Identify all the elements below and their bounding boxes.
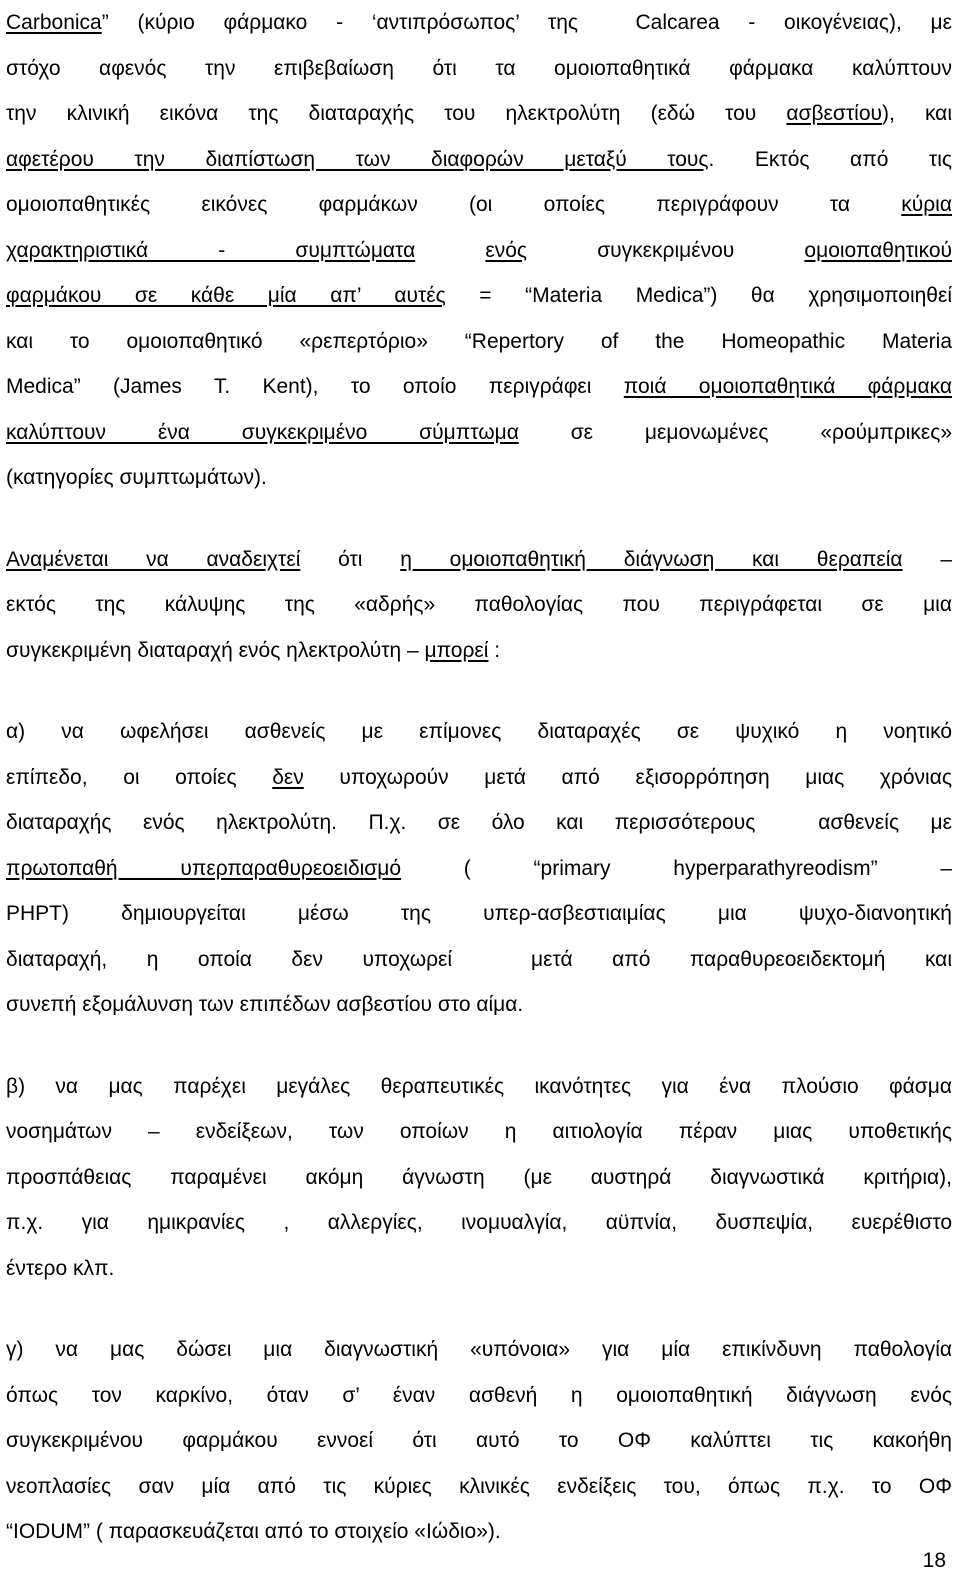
- text-line: [6, 1373, 952, 1419]
- text-run: συγκεκριμένου φαρμάκου εννοεί ότι αυτό το ΟΦ καλύπτει τις κακοήθη: [6, 1429, 952, 1452]
- text-run: β) να μας παρέχει μεγάλες θεραπευτικές ικανότητες για ένα πλούσιο φάσμα: [6, 1074, 952, 1098]
- underlined-text: ασβεστίου: [786, 102, 883, 125]
- text-run: ομοιοπαθητικές εικόνες φαρμάκων (οι οποίες περιγράφουν τα: [6, 193, 902, 216]
- text-run: :: [488, 638, 501, 662]
- body-text: [6, 0, 952, 1555]
- text-run: . Εκτός από τις: [708, 147, 952, 171]
- text-line: [6, 1464, 952, 1510]
- text-line: [6, 846, 952, 892]
- text-run: (κατηγορίες συμπτωμάτων).: [6, 466, 267, 489]
- text-run: ( “primary hyperparathyreodism” –: [401, 856, 952, 880]
- underlined-text: ομοιοπαθητικού: [804, 238, 952, 262]
- underlined-text: ποιά ομοιοπαθητικά φάρμακα: [623, 375, 952, 398]
- text-line: [6, 1155, 952, 1201]
- text-line: [6, 982, 952, 1028]
- text-line: [6, 273, 952, 319]
- text-run: και το ομοιοπαθητικό «ρεπερτόριο» “Repertory of the Homeopathic Materia: [6, 329, 952, 353]
- paragraph: [6, 1327, 952, 1555]
- text-line: [6, 628, 952, 674]
- text-run: σε μεμονωμένες «ρούμπρικες»: [518, 420, 952, 444]
- text-line: [6, 182, 952, 228]
- text-line: [6, 137, 952, 183]
- text-line: [6, 1418, 952, 1464]
- underlined-text: χαρακτηριστικά - συμπτώματα: [6, 238, 416, 262]
- text-line: [6, 1064, 952, 1110]
- text-run: επίπεδο, οι οποίες: [6, 765, 273, 789]
- text-line: [6, 364, 952, 410]
- text-run: συγκεκριμένη διαταραχή ενός ηλεκτρολύτη –: [6, 638, 425, 662]
- text-run: υποχωρούν μετά από εξισορρόπηση μιας χρόνιας: [303, 765, 952, 789]
- text-run: διαταραχής ενός ηλεκτρολύτη. Π.χ. σε όλο και περισσότερους ασθενείς με: [6, 811, 952, 834]
- text-run: = “Materia Medica”) θα χρησιμοποιηθεί: [445, 284, 952, 307]
- underlined-text: μπορεί: [424, 638, 489, 662]
- text-run: γ) να μας δώσει μια διαγνωστική «υπόνοια» για μία επικίνδυνη παθολογία: [6, 1338, 952, 1361]
- text-line: [6, 319, 952, 365]
- text-line: [6, 228, 952, 274]
- text-run: στόχο αφενός την επιβεβαίωση ότι τα ομοιοπαθητικά φάρμακα καλύπτουν: [6, 56, 952, 80]
- text-line: [6, 709, 952, 755]
- text-run: α) να ωφελήσει ασθενείς με επίμονες διαταραχές σε ψυχικό η νοητικό: [6, 720, 952, 743]
- text-run: συγκεκριμένου: [527, 238, 805, 262]
- underlined-text: αφετέρου την διαπίστωση των διαφορών μεταξύ τους: [6, 147, 709, 171]
- text-run: την κλινική εικόνα της διαταραχής του ηλεκτρολύτη (εδώ του: [6, 102, 787, 125]
- text-run: ότι: [300, 547, 401, 571]
- text-run: προσπάθειας παραμένει ακόμη άγνωστη (με αυστηρά διαγνωστικά κριτήρια),: [6, 1165, 952, 1189]
- text-line: [6, 46, 952, 92]
- text-run: νεοπλασίες σαν μία από τις κύριες κλινικές ενδείξεις του, όπως π.χ. το ΟΦ: [6, 1474, 952, 1498]
- underlined-text: Carbonica: [6, 11, 102, 34]
- underlined-text: φαρμάκου σε κάθε μία απ’ αυτές: [6, 284, 446, 307]
- paragraph-gap: [6, 673, 952, 709]
- text-run: π.χ. για ημικρανίες , αλλεργίες, ινομυαλγία, αϋπνία, δυσπεψία, ευερέθιστο: [6, 1211, 952, 1234]
- text-line: [6, 455, 952, 501]
- paragraph: [6, 537, 952, 674]
- underlined-text: Αναμένεται να αναδειχτεί: [6, 547, 301, 571]
- underlined-text: πρωτοπαθή υπερπαραθυρεοειδισμό: [6, 856, 402, 880]
- paragraph: [6, 0, 952, 501]
- paragraph-gap: [6, 1291, 952, 1327]
- text-line: [6, 582, 952, 628]
- text-line: [6, 891, 952, 937]
- paragraph: [6, 1064, 952, 1292]
- text-line: [6, 537, 952, 583]
- underlined-text: η ομοιοπαθητική διάγνωση και θεραπεία: [400, 547, 903, 571]
- text-line: [6, 755, 952, 801]
- underlined-text: δεν: [272, 765, 304, 789]
- text-run: –: [902, 547, 952, 571]
- text-line: [6, 91, 952, 137]
- text-line: [6, 1327, 952, 1373]
- text-line: [6, 0, 952, 46]
- paragraph-gap: [6, 1028, 952, 1064]
- underlined-text: κύρια: [901, 193, 952, 216]
- text-run: PHPT) δημιουργείται μέσω της υπερ-ασβεστιαιμίας μια ψυχο-διανοητική: [6, 902, 952, 925]
- text-run: εκτός της κάλυψης της «αδρής» παθολογίας που περιγράφεται σε μια: [6, 593, 952, 616]
- text-run: διαταραχή, η οποία δεν υποχωρεί μετά από παραθυρεοειδεκτομή και: [6, 947, 952, 971]
- text-run: ” (κύριο φάρμακο - ‘αντιπρόσωπος’ της Calcarea - οικογένειας), με: [101, 11, 952, 34]
- text-run: συνεπή εξομάλυνση των επιπέδων ασβεστίου στο αίμα.: [6, 993, 524, 1016]
- text-run: έντερο κλπ.: [6, 1256, 115, 1280]
- text-line: [6, 1200, 952, 1246]
- paragraph-gap: [6, 501, 952, 537]
- text-run: “IODUM” ( παρασκευάζεται από το στοιχείο «Ιώδιο»).: [6, 1520, 501, 1543]
- text-run: Medica” (James T. Kent), το οποίο περιγράφει: [6, 375, 624, 398]
- underlined-text: ενός: [485, 238, 528, 262]
- paragraph: [6, 709, 952, 1028]
- text-run: ), και: [882, 102, 952, 125]
- text-run: νοσημάτων – ενδείξεων, των οποίων η αιτιολογία πέραν μιας υποθετικής: [6, 1120, 952, 1143]
- text-line: [6, 410, 952, 456]
- text-line: [6, 800, 952, 846]
- text-line: [6, 937, 952, 983]
- text-line: [6, 1246, 952, 1292]
- underlined-text: καλύπτουν ένα συγκεκριμένο σύμπτωμα: [6, 420, 519, 444]
- text-run: όπως τον καρκίνο, όταν σ’ έναν ασθενή η ομοιοπαθητική διάγνωση ενός: [6, 1383, 952, 1407]
- text-line: [6, 1509, 952, 1555]
- page-number: 18: [922, 1549, 946, 1572]
- text-line: [6, 1109, 952, 1155]
- text-run: [415, 239, 485, 262]
